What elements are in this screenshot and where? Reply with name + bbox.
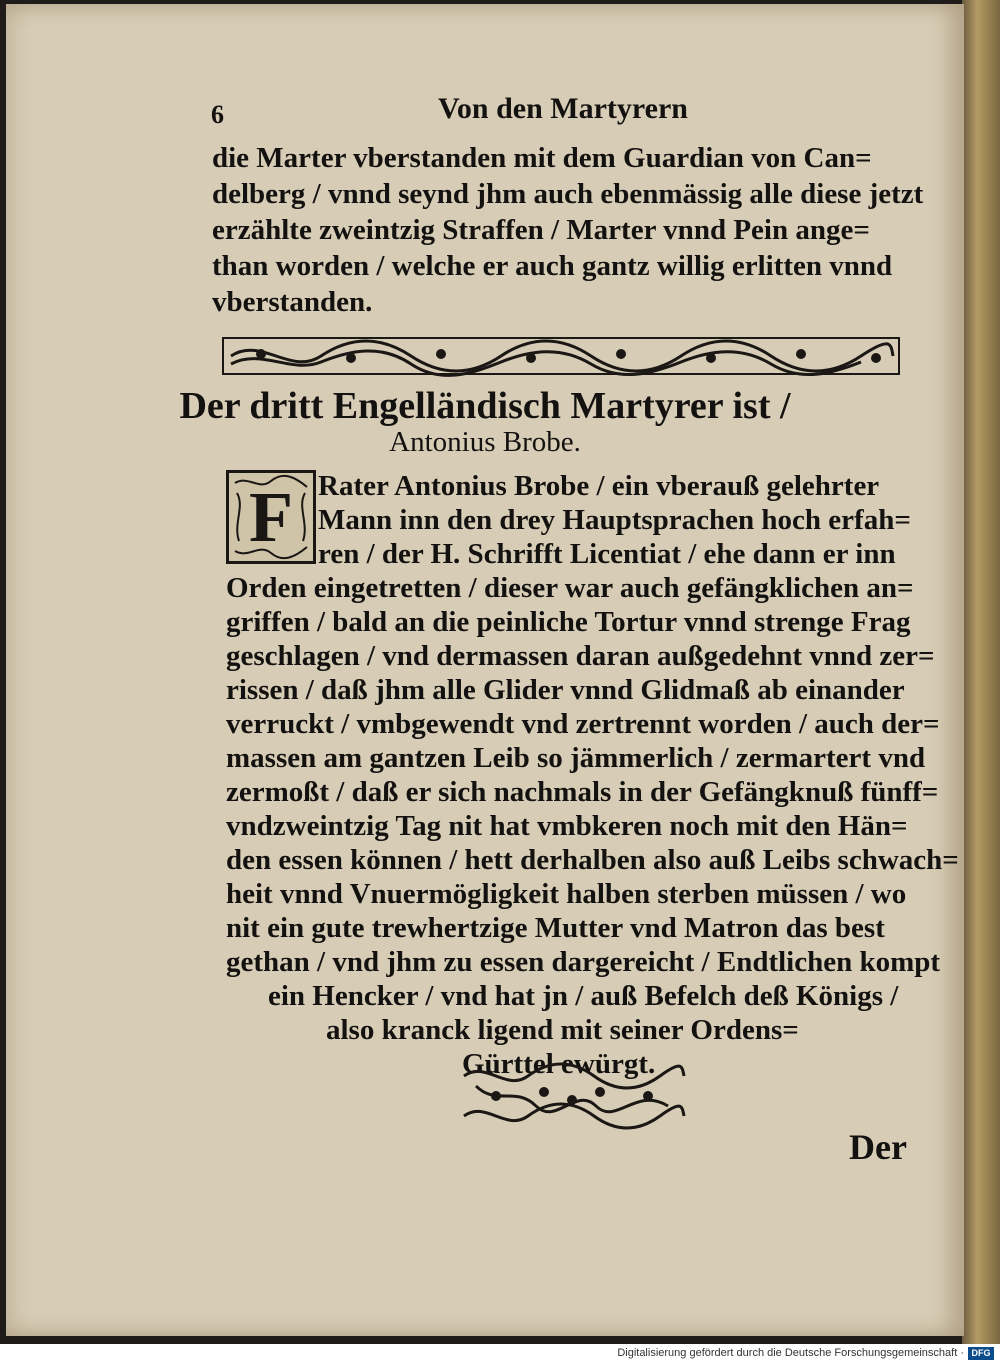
text-line: Rater Antonius Brobe / ein vberauß gelehrter [318,470,880,502]
book-gutter [962,0,1000,1344]
book-page [6,4,964,1336]
text-line: Orden eingetretten / dieser war auch gefängklichen an= [226,572,914,604]
footer-credit: Digitalisierung gefördert durch die Deutsche Forschungsgemeinschaft · [617,1347,964,1359]
dfg-logo: DFG [968,1347,994,1360]
text-line: gethan / vnd jhm zu essen dargereicht / Endtlichen kompt [226,946,941,978]
text-line: den essen können / hett derhalben also auß Leibs schwach= [226,844,959,876]
text-line: erzählte zweintzig Straffen / Marter vnnd Pein ange= [212,214,870,246]
digitization-footer [0,1344,1000,1364]
section-subheading: Antonius Brobe. [389,426,581,458]
ornamental-border [221,334,901,378]
running-title: Von den Martyrern [438,92,688,125]
text-line: verruckt / vmbgewendt vnd zertrennt worden / auch der= [226,708,940,740]
ornamental-vignette [456,1056,688,1136]
text-line: griffen / bald an die peinliche Tortur vnnd strenge Frag [226,606,911,638]
text-line: than worden / welche er auch gantz willig erlitten vnnd [212,250,893,282]
text-line: rissen / daß jhm alle Glider vnnd Glidmaß ab einander [226,674,905,706]
text-line: die Marter vberstanden mit dem Guardian von Can= [212,142,872,174]
text-line: Mann inn den drey Hauptsprachen hoch erfah= [318,504,911,536]
section-heading: Der dritt Engelländisch Martyrer ist / [179,385,791,427]
text-line: zermoßt / daß er sich nachmals in der Gefängknuß fünff= [226,776,939,808]
text-line: geschlagen / vnd dermassen daran außgedehnt vnnd zer= [226,640,935,672]
text-line: vndzweintzig Tag nit hat vmbkeren noch mit den Hän= [226,810,908,842]
text-line: ein Hencker / vnd hat jn / auß Befelch deß Königs / [268,980,899,1012]
text-line: nit ein gute trewhertzige Mutter vnd Matron das best [226,912,885,944]
text-line: also kranck ligend mit seiner Ordens= [326,1014,799,1046]
text-line: massen am gantzen Leib so jämmerlich / zermartert vnd [226,742,926,774]
text-line: vberstanden. [212,286,373,318]
page-number: 6 [211,100,224,129]
text-line: heit vnnd Vnuermögligkeit halben sterben müssen / wo [226,878,907,910]
catchword: Der [849,1127,907,1167]
text-line: Gürttel ewürgt. [462,1048,656,1080]
text-line: delberg / vnnd seynd jhm auch ebenmässig alle diese jetzt [212,178,924,210]
drop-cap-letter: F [249,477,293,557]
decorated-initial [226,470,316,564]
page-text [6,4,964,1336]
text-line: ren / der H. Schrifft Licentiat / ehe dann er inn [318,538,896,570]
